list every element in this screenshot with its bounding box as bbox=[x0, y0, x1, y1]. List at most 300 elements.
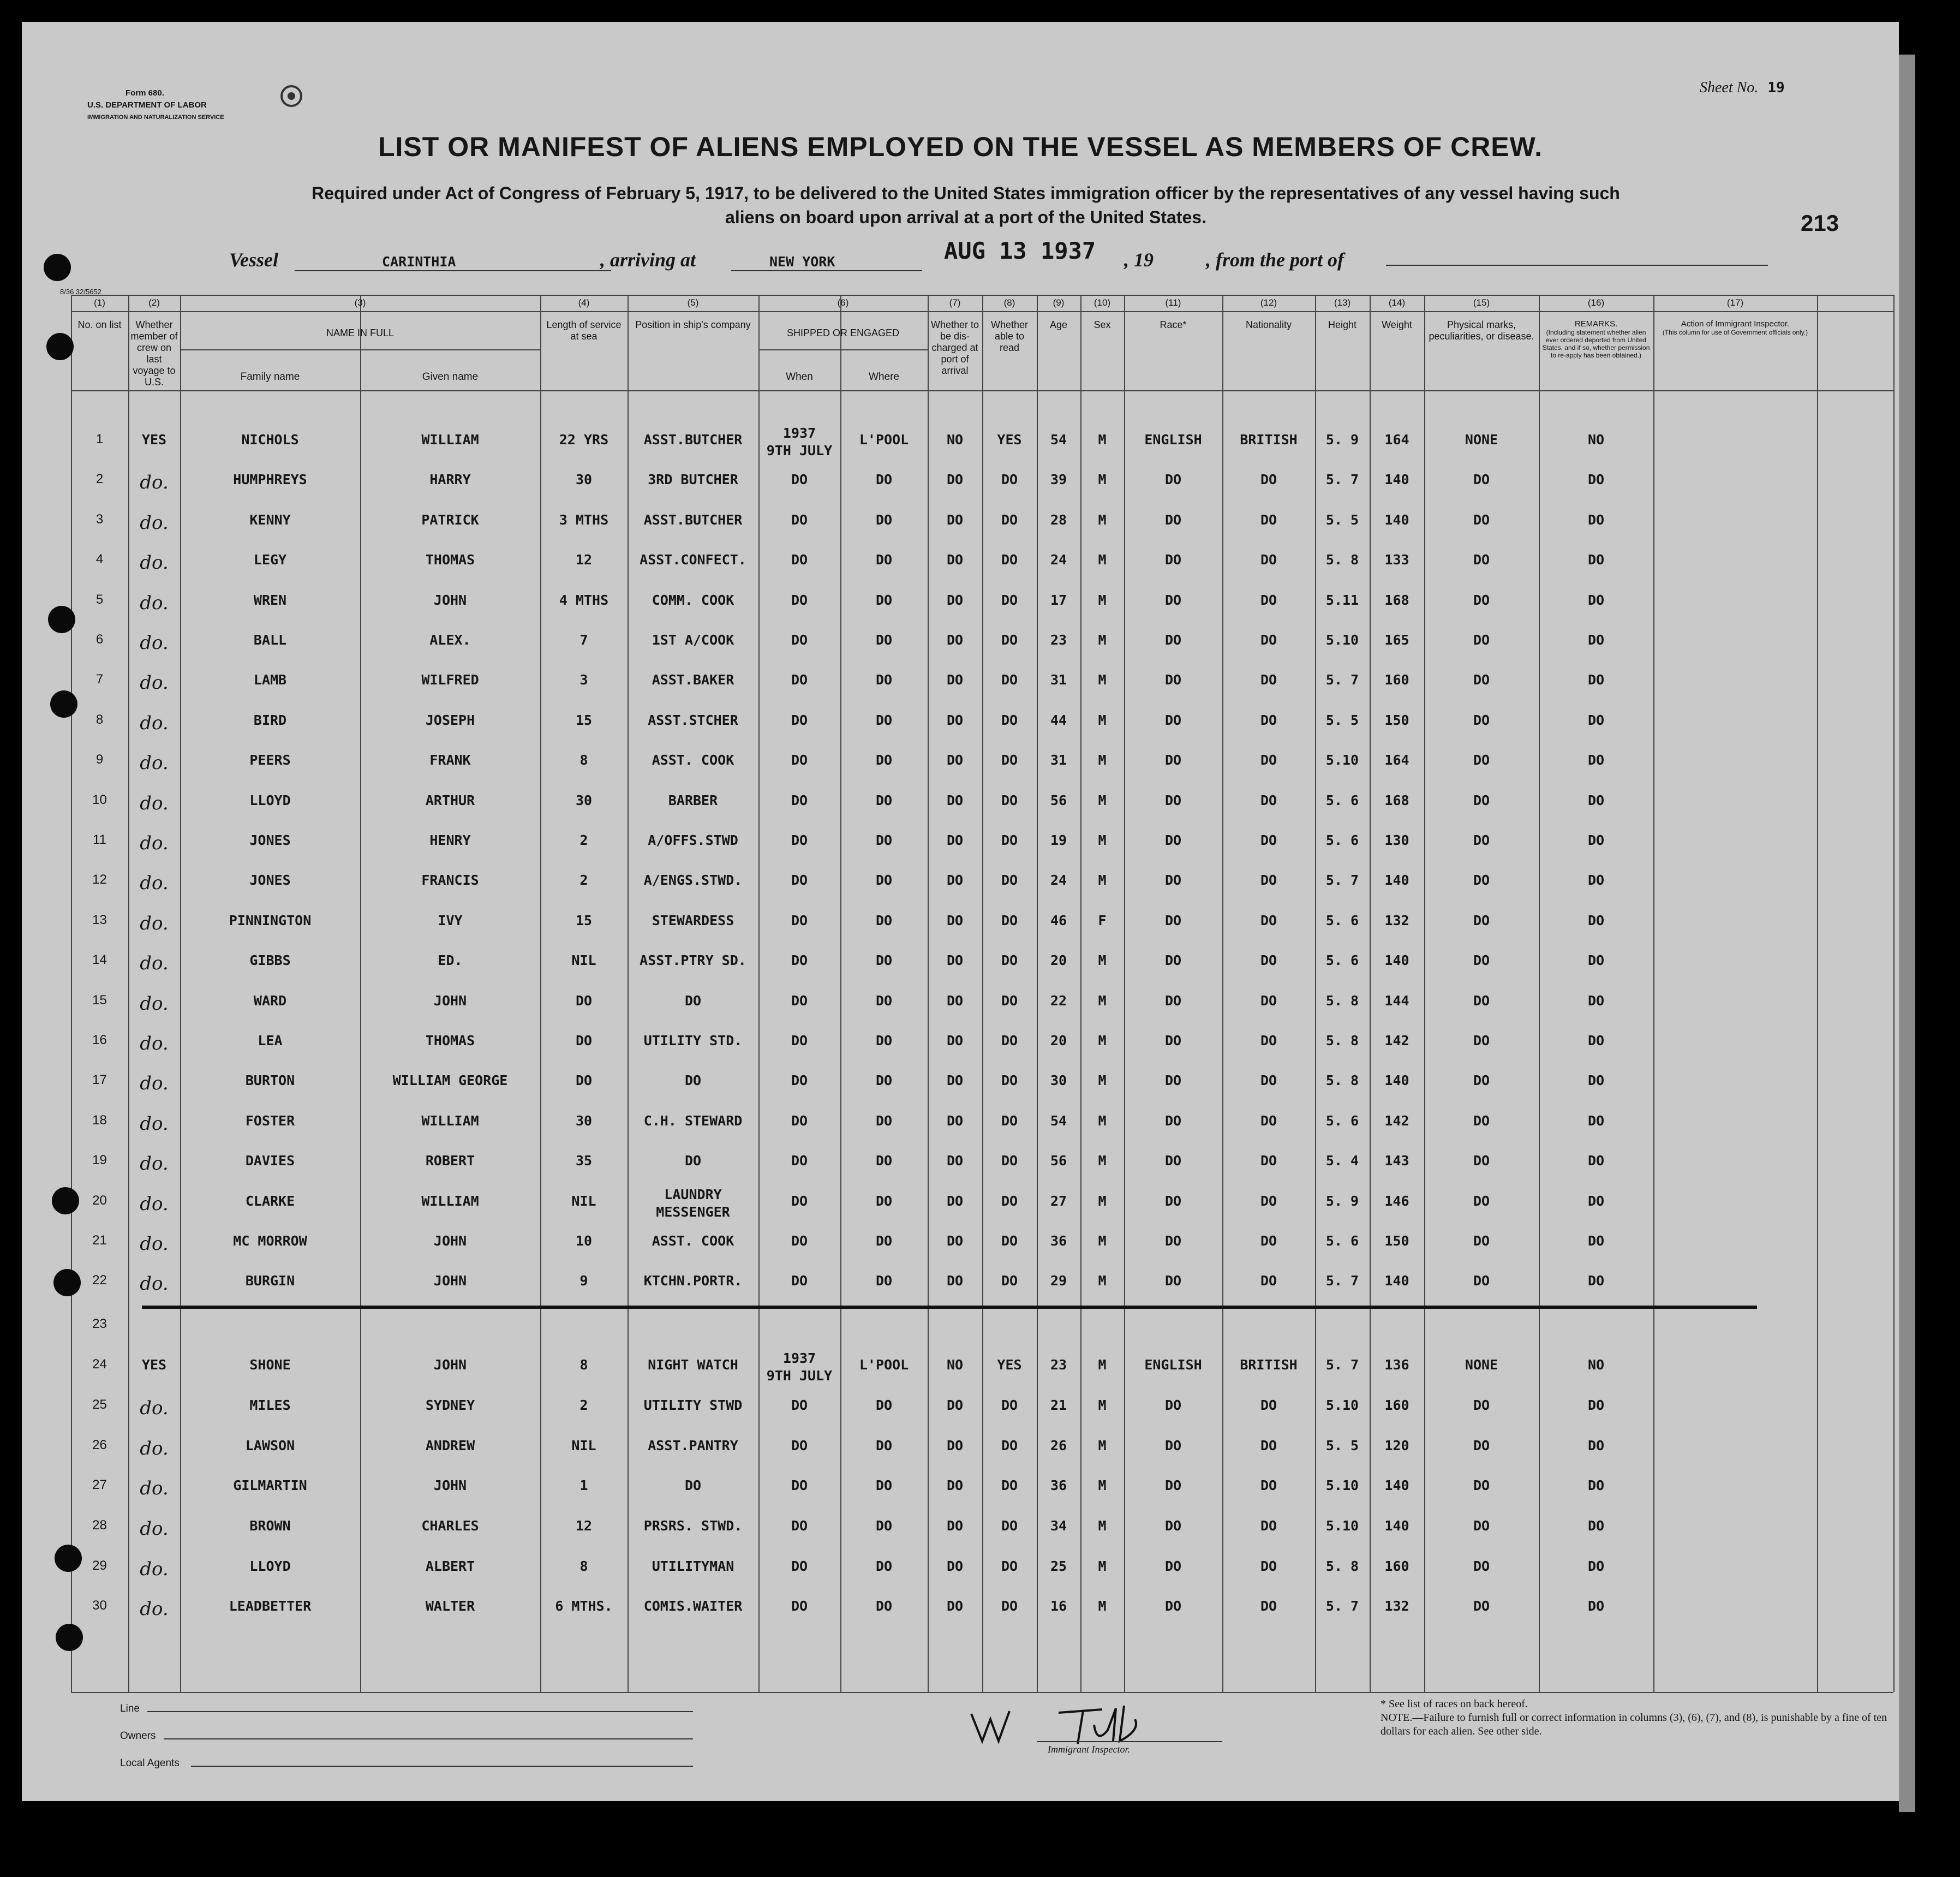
cell-when: DO bbox=[791, 552, 808, 568]
cell-where: DO bbox=[875, 1273, 893, 1289]
cell-marks: DO bbox=[1473, 472, 1490, 488]
cell-read: DO bbox=[1001, 1072, 1018, 1089]
cell-nationality: DO bbox=[1260, 912, 1277, 928]
seal-icon bbox=[278, 83, 304, 109]
cell-given: ALEX. bbox=[429, 632, 471, 648]
cell-position: ASST. COOK bbox=[652, 752, 734, 768]
cell-prev: do. bbox=[140, 1558, 169, 1580]
cell-sex: M bbox=[1098, 1072, 1107, 1089]
cell-discharged: DO bbox=[946, 872, 964, 889]
column-header-label: Height bbox=[1328, 319, 1357, 330]
cell-family: HUMPHREYS bbox=[233, 472, 307, 488]
column-header-note: (Including statement whether alien ever ordered deported from United States, and if so, whether permission to re-apply has been obtained.) bbox=[1542, 329, 1650, 359]
cell-remarks: DO bbox=[1587, 832, 1605, 848]
row-rule bbox=[71, 390, 1893, 391]
cell-prev: do. bbox=[140, 1153, 169, 1175]
cell-weight: 142 bbox=[1384, 1033, 1409, 1048]
cell-weight: 146 bbox=[1384, 1193, 1409, 1209]
cell-position: ASST.STCHER bbox=[648, 712, 738, 728]
cell-position: KTCHN.PORTR. bbox=[643, 1273, 743, 1289]
cell-age: 44 bbox=[1050, 712, 1067, 728]
cell-when: DO bbox=[791, 632, 808, 648]
cell-marks: DO bbox=[1473, 1273, 1490, 1289]
cell-read: DO bbox=[1001, 1558, 1018, 1574]
cell-race: DO bbox=[1164, 1193, 1182, 1209]
cell-given: FRANCIS bbox=[421, 872, 479, 889]
cell-read: DO bbox=[1001, 1598, 1018, 1614]
cell-position: ASST.CONFECT. bbox=[640, 552, 746, 568]
cell-given: ARTHUR bbox=[425, 792, 475, 808]
column-rule bbox=[1080, 295, 1081, 1692]
cell-no: 13 bbox=[92, 912, 107, 927]
cell-position: COMM. COOK bbox=[652, 592, 734, 608]
cell-service: 8 bbox=[579, 752, 588, 768]
cell-given: ED. bbox=[438, 952, 463, 969]
cell-no: 8 bbox=[95, 712, 104, 727]
cell-where: DO bbox=[875, 511, 893, 528]
cell-age: 24 bbox=[1050, 552, 1067, 568]
cell-remarks: DO bbox=[1587, 672, 1605, 688]
cell-marks: DO bbox=[1473, 672, 1490, 688]
cell-discharged: DO bbox=[946, 592, 964, 608]
cell-discharged: DO bbox=[946, 552, 964, 568]
cell-when: DO bbox=[791, 712, 808, 728]
cell-prev: do. bbox=[140, 1273, 169, 1295]
cell-nationality: DO bbox=[1260, 1153, 1277, 1169]
cell-no: 9 bbox=[95, 752, 104, 767]
cell-when: DO bbox=[791, 472, 808, 488]
cell-prev: do. bbox=[140, 1517, 169, 1540]
date-stamp: AUG 13 1937 bbox=[944, 237, 1096, 264]
column-rule bbox=[928, 295, 929, 1692]
cell-family: WARD bbox=[253, 992, 287, 1009]
cell-weight: 140 bbox=[1384, 1072, 1409, 1089]
column-header-label: NAME IN FULL bbox=[326, 327, 395, 338]
cell-age: 30 bbox=[1050, 1072, 1067, 1089]
port-name: NEW YORK bbox=[769, 254, 835, 270]
cell-nationality: DO bbox=[1260, 992, 1277, 1009]
cell-family: NICHOLS bbox=[241, 432, 299, 448]
owners-label: Owners bbox=[120, 1730, 156, 1742]
cell-weight: 164 bbox=[1384, 752, 1409, 768]
cell-when: DO bbox=[791, 1153, 808, 1169]
column-header-label: Physical marks, peculiarities, or disease. bbox=[1429, 319, 1534, 342]
cell-discharged: DO bbox=[946, 1193, 964, 1209]
cell-sex: M bbox=[1098, 1112, 1107, 1129]
cell-position: ASST. COOK bbox=[652, 1233, 734, 1249]
cell-no: 5 bbox=[95, 592, 104, 607]
cell-discharged: DO bbox=[946, 792, 964, 808]
cell-when: DO bbox=[791, 952, 808, 969]
column-header-label: Action of Immigrant Inspector. bbox=[1681, 319, 1790, 329]
column-header bbox=[542, 319, 625, 342]
cell-race: DO bbox=[1164, 992, 1182, 1009]
cell-family: BALL bbox=[253, 632, 287, 648]
punch-hole bbox=[48, 606, 75, 633]
cell-nationality: DO bbox=[1260, 1558, 1277, 1574]
shipped-subheader: Where bbox=[869, 371, 899, 383]
cell-family: LAWSON bbox=[245, 1437, 295, 1453]
cell-service: 30 bbox=[575, 792, 593, 808]
cell-sex: M bbox=[1098, 832, 1107, 848]
cell-race: DO bbox=[1164, 511, 1182, 528]
cell-height: 5. 6 bbox=[1325, 1112, 1359, 1129]
name-subheader: Given name bbox=[422, 371, 479, 383]
cell-family: BURTON bbox=[245, 1072, 295, 1089]
cell-discharged: DO bbox=[946, 912, 964, 928]
cell-when: DO bbox=[791, 912, 808, 928]
column-number: (15) bbox=[1473, 297, 1490, 308]
cell-marks: DO bbox=[1473, 1033, 1490, 1048]
cell-when: DO bbox=[791, 872, 808, 889]
cell-where: DO bbox=[875, 632, 893, 648]
cell-when: DO bbox=[791, 511, 808, 528]
cell-age: 20 bbox=[1050, 952, 1067, 969]
cell-service: 2 bbox=[579, 832, 588, 848]
cell-position: ASST.PANTRY bbox=[648, 1437, 738, 1453]
cell-no: 4 bbox=[95, 552, 104, 567]
cell-sex: M bbox=[1098, 432, 1107, 448]
cell-marks: NONE bbox=[1465, 432, 1498, 448]
cell-height: 5.10 bbox=[1325, 1517, 1359, 1534]
cell-read: DO bbox=[1001, 832, 1018, 848]
column-number: (1) bbox=[94, 297, 105, 308]
punch-hole bbox=[52, 1187, 79, 1214]
cell-read: DO bbox=[1001, 1397, 1018, 1413]
column-number: (7) bbox=[949, 297, 961, 308]
cell-age: 54 bbox=[1050, 1112, 1067, 1129]
cell-discharged: DO bbox=[946, 992, 964, 1009]
cell-prev: do. bbox=[140, 632, 169, 654]
cell-family: BURGIN bbox=[245, 1273, 295, 1289]
column-rule bbox=[1893, 295, 1895, 1692]
cell-nationality: DO bbox=[1260, 632, 1277, 648]
cell-age: 31 bbox=[1050, 752, 1067, 768]
cell-service: DO bbox=[575, 1072, 593, 1089]
cell-weight: 136 bbox=[1384, 1357, 1409, 1373]
cell-nationality: DO bbox=[1260, 1598, 1277, 1614]
cell-position: ASST.BUTCHER bbox=[643, 511, 743, 528]
arriving-label: , arriving at bbox=[600, 249, 696, 271]
cell-no: 19 bbox=[92, 1153, 107, 1168]
cell-height: 5. 8 bbox=[1325, 552, 1359, 568]
cell-where: DO bbox=[875, 952, 893, 969]
cell-remarks: NO bbox=[1587, 432, 1605, 448]
cell-marks: DO bbox=[1473, 1193, 1490, 1209]
cell-marks: DO bbox=[1473, 872, 1490, 889]
cell-prev: do. bbox=[140, 552, 169, 574]
page-number: 213 bbox=[1801, 210, 1839, 236]
cell-marks: DO bbox=[1473, 912, 1490, 928]
cell-marks: DO bbox=[1473, 552, 1490, 568]
cell-read: DO bbox=[1001, 992, 1018, 1009]
column-header-label: Race* bbox=[1160, 319, 1187, 330]
cell-given: JOHN bbox=[433, 1233, 467, 1249]
cell-prev: do. bbox=[140, 1598, 169, 1620]
cell-discharged: DO bbox=[946, 632, 964, 648]
cell-where: DO bbox=[875, 1153, 893, 1169]
cell-sex: M bbox=[1098, 511, 1107, 528]
cell-weight: 168 bbox=[1384, 792, 1409, 808]
cell-race: DO bbox=[1164, 712, 1182, 728]
cell-position: ASST.BAKER bbox=[652, 672, 734, 688]
cell-prev: do. bbox=[140, 1033, 169, 1054]
subtitle-line-1: Required under Act of Congress of February 5, 1917, to be delivered to the United States immigration officer by the representatives of any vessel having such bbox=[312, 183, 1620, 203]
cell-race: DO bbox=[1164, 632, 1182, 648]
column-header-label: REMARKS. bbox=[1574, 319, 1618, 329]
cell-weight: 140 bbox=[1384, 1477, 1409, 1494]
cell-where: DO bbox=[875, 592, 893, 608]
inspector-line bbox=[1037, 1741, 1222, 1742]
cell-when: DO bbox=[791, 1193, 808, 1209]
cell-prev: do. bbox=[140, 472, 169, 494]
cell-race: DO bbox=[1164, 1273, 1182, 1289]
column-rule bbox=[128, 295, 129, 1692]
cell-nationality: DO bbox=[1260, 1477, 1277, 1494]
cell-given: JOHN bbox=[433, 1477, 467, 1494]
cell-family: LAMB bbox=[253, 672, 287, 688]
cell-where: DO bbox=[875, 832, 893, 848]
cell-height: 5. 6 bbox=[1325, 952, 1359, 969]
cell-when: DO bbox=[791, 592, 808, 608]
cell-age: 16 bbox=[1050, 1598, 1067, 1614]
cell-height: 5. 8 bbox=[1325, 1033, 1359, 1048]
cell-position: UTILITYMAN bbox=[652, 1558, 734, 1574]
cell-age: 22 bbox=[1050, 992, 1067, 1009]
cell-prev: do. bbox=[140, 832, 169, 854]
column-number: (11) bbox=[1165, 297, 1181, 308]
cell-remarks: DO bbox=[1587, 1233, 1605, 1249]
column-header bbox=[1039, 319, 1078, 331]
column-header bbox=[1224, 319, 1313, 331]
cell-position: DO bbox=[684, 1072, 702, 1089]
cell-sex: M bbox=[1098, 1153, 1107, 1169]
cell-service: 10 bbox=[575, 1233, 593, 1249]
cell-service: 2 bbox=[579, 1397, 588, 1413]
cell-sex: F bbox=[1098, 912, 1107, 928]
cell-race: DO bbox=[1164, 672, 1182, 688]
cell-service: DO bbox=[575, 1033, 593, 1048]
cell-service: 35 bbox=[575, 1153, 593, 1169]
cell-age: 24 bbox=[1050, 872, 1067, 889]
column-number: (8) bbox=[1003, 297, 1015, 308]
column-rule bbox=[840, 295, 841, 1692]
cell-position: NIGHT WATCH bbox=[648, 1357, 738, 1373]
cell-sex: M bbox=[1098, 1477, 1107, 1494]
cell-given: THOMAS bbox=[425, 1033, 475, 1048]
column-number: (3) bbox=[354, 297, 366, 308]
cell-service: 9 bbox=[579, 1273, 588, 1289]
cell-remarks: DO bbox=[1587, 1193, 1605, 1209]
cell-race: DO bbox=[1164, 1477, 1182, 1494]
cell-position: A/OFFS.STWD bbox=[648, 832, 738, 848]
cell-no: 28 bbox=[92, 1517, 107, 1533]
cell-race: DO bbox=[1164, 1233, 1182, 1249]
cell-discharged: NO bbox=[946, 432, 964, 448]
cell-sex: M bbox=[1098, 1397, 1107, 1413]
year-label: , 19 bbox=[1124, 249, 1154, 271]
cell-sex: M bbox=[1098, 712, 1107, 728]
line-label: Line bbox=[120, 1703, 140, 1714]
column-header bbox=[761, 327, 925, 339]
cell-nationality: DO bbox=[1260, 1112, 1277, 1129]
cell-given: PATRICK bbox=[421, 511, 479, 528]
cell-where: L'POOL bbox=[859, 1357, 909, 1373]
cell-remarks: DO bbox=[1587, 1397, 1605, 1413]
cell-age: 34 bbox=[1050, 1517, 1067, 1534]
cell-race: DO bbox=[1164, 1517, 1182, 1534]
cell-read: DO bbox=[1001, 1153, 1018, 1169]
cell-family: PINNINGTON bbox=[229, 912, 312, 928]
cell-where: DO bbox=[875, 672, 893, 688]
cell-discharged: DO bbox=[946, 511, 964, 528]
form-number: Form 680. bbox=[126, 88, 164, 98]
column-number: (17) bbox=[1726, 297, 1744, 308]
cell-age: 36 bbox=[1050, 1233, 1067, 1249]
name-subrule bbox=[180, 349, 540, 350]
cell-weight: 168 bbox=[1384, 592, 1409, 608]
cell-weight: 164 bbox=[1384, 432, 1409, 448]
cell-weight: 140 bbox=[1384, 952, 1409, 969]
cell-weight: 140 bbox=[1384, 472, 1409, 488]
cell-prev: do. bbox=[140, 1397, 169, 1419]
cell-prev: do. bbox=[140, 592, 169, 614]
column-rule bbox=[1653, 295, 1654, 1692]
cell-remarks: DO bbox=[1587, 1112, 1605, 1129]
section-divider bbox=[142, 1306, 1757, 1309]
cell-where: L'POOL bbox=[859, 432, 909, 448]
cell-prev: do. bbox=[140, 712, 169, 734]
cell-weight: 140 bbox=[1384, 511, 1409, 528]
cell-when: DO bbox=[791, 1112, 808, 1129]
cell-weight: 140 bbox=[1384, 872, 1409, 889]
column-rule bbox=[758, 295, 760, 1692]
cell-family: LEADBETTER bbox=[229, 1598, 312, 1614]
column-number: (9) bbox=[1053, 297, 1065, 308]
cell-prev: YES bbox=[141, 1357, 167, 1373]
column-rule bbox=[1315, 295, 1316, 1692]
cell-no: 16 bbox=[92, 1033, 107, 1047]
document-title: LIST OR MANIFEST OF ALIENS EMPLOYED ON THE VESSEL AS MEMBERS OF CREW. bbox=[378, 132, 1543, 162]
cell-given: WILLIAM bbox=[421, 1193, 479, 1209]
cell-where: DO bbox=[875, 1558, 893, 1574]
cell-nationality: DO bbox=[1260, 1072, 1277, 1089]
cell-sex: M bbox=[1098, 1233, 1107, 1249]
cell-read: DO bbox=[1001, 1112, 1018, 1129]
cell-given: JOSEPH bbox=[425, 712, 475, 728]
cell-when: 9TH JULY bbox=[766, 443, 833, 458]
cell-given: JOHN bbox=[433, 992, 467, 1009]
cell-remarks: DO bbox=[1587, 472, 1605, 488]
cell-age: 21 bbox=[1050, 1397, 1067, 1413]
cell-weight: 143 bbox=[1384, 1153, 1409, 1169]
cell-service: 3 bbox=[579, 672, 588, 688]
cell-service: 12 bbox=[575, 1517, 593, 1534]
cell-service: NIL bbox=[571, 1437, 596, 1453]
cell-sex: M bbox=[1098, 752, 1107, 768]
column-header bbox=[984, 319, 1035, 354]
cell-remarks: DO bbox=[1587, 912, 1605, 928]
cell-no: 2 bbox=[95, 472, 104, 487]
cell-sex: M bbox=[1098, 1517, 1107, 1534]
cell-age: 39 bbox=[1050, 472, 1067, 488]
cell-when: DO bbox=[791, 992, 808, 1009]
cell-family: GIBBS bbox=[249, 952, 291, 969]
cell-read: DO bbox=[1001, 472, 1018, 488]
cell-family: BROWN bbox=[249, 1517, 291, 1534]
cell-where: DO bbox=[875, 1397, 893, 1413]
cell-sex: M bbox=[1098, 552, 1107, 568]
cell-service: 6 MTHS. bbox=[555, 1598, 613, 1614]
shipped-subrule bbox=[758, 349, 928, 350]
cell-read: DO bbox=[1001, 1233, 1018, 1249]
cell-service: 3 MTHS bbox=[559, 511, 609, 528]
cell-discharged: DO bbox=[946, 752, 964, 768]
subtitle-line-2: aliens on board upon arrival at a port of the United States. bbox=[725, 207, 1206, 227]
column-header bbox=[930, 319, 980, 377]
cell-remarks: DO bbox=[1587, 1153, 1605, 1169]
cell-nationality: DO bbox=[1260, 792, 1277, 808]
cell-service: 30 bbox=[575, 1112, 593, 1129]
column-header-label: Position in ship's company bbox=[635, 319, 751, 330]
column-number: (4) bbox=[578, 297, 590, 308]
cell-given: WILFRED bbox=[421, 672, 479, 688]
cell-when: DO bbox=[791, 1233, 808, 1249]
cell-service: 8 bbox=[579, 1558, 588, 1574]
cell-no: 26 bbox=[92, 1437, 107, 1452]
cell-read: DO bbox=[1001, 1273, 1018, 1289]
cell-discharged: DO bbox=[946, 1517, 964, 1534]
cell-age: 29 bbox=[1050, 1273, 1067, 1289]
column-number: (14) bbox=[1388, 297, 1406, 308]
cell-height: 5.11 bbox=[1325, 592, 1359, 608]
column-rule bbox=[1817, 295, 1818, 1692]
cell-no: 3 bbox=[95, 511, 104, 527]
cell-discharged: DO bbox=[946, 1273, 964, 1289]
cell-position: A/ENGS.STWD. bbox=[643, 872, 743, 889]
cell-age: 36 bbox=[1050, 1477, 1067, 1494]
punch-hole bbox=[44, 254, 71, 281]
document-subtitle bbox=[202, 181, 1730, 229]
cell-remarks: DO bbox=[1587, 992, 1605, 1009]
cell-age: 17 bbox=[1050, 592, 1067, 608]
sheet-label: Sheet No. bbox=[1700, 79, 1759, 96]
cell-prev: do. bbox=[140, 912, 169, 934]
cell-remarks: DO bbox=[1587, 1072, 1605, 1089]
cell-marks: DO bbox=[1473, 511, 1490, 528]
cell-marks: DO bbox=[1473, 1153, 1490, 1169]
cell-nationality: DO bbox=[1260, 552, 1277, 568]
name-subheader: Family name bbox=[240, 371, 300, 383]
vessel-name: CARINTHIA bbox=[382, 254, 456, 270]
cell-given: FRANK bbox=[429, 752, 471, 768]
cell-given: ANDREW bbox=[425, 1437, 475, 1453]
cell-height: 5. 7 bbox=[1325, 1598, 1359, 1614]
cell-nationality: DO bbox=[1260, 592, 1277, 608]
race-footnote: * See list of races on back hereof. bbox=[1381, 1698, 1528, 1710]
cell-nationality: DO bbox=[1260, 752, 1277, 768]
cell-discharged: DO bbox=[946, 1397, 964, 1413]
cell-race: ENGLISH bbox=[1144, 1357, 1202, 1373]
column-header bbox=[1126, 319, 1220, 331]
cell-marks: DO bbox=[1473, 832, 1490, 848]
cell-nationality: DO bbox=[1260, 1437, 1277, 1453]
column-header-label: Whether able to read bbox=[990, 319, 1029, 353]
cell-when: DO bbox=[791, 752, 808, 768]
cell-nationality: DO bbox=[1260, 712, 1277, 728]
cell-service: 30 bbox=[575, 472, 593, 488]
cell-race: DO bbox=[1164, 792, 1182, 808]
